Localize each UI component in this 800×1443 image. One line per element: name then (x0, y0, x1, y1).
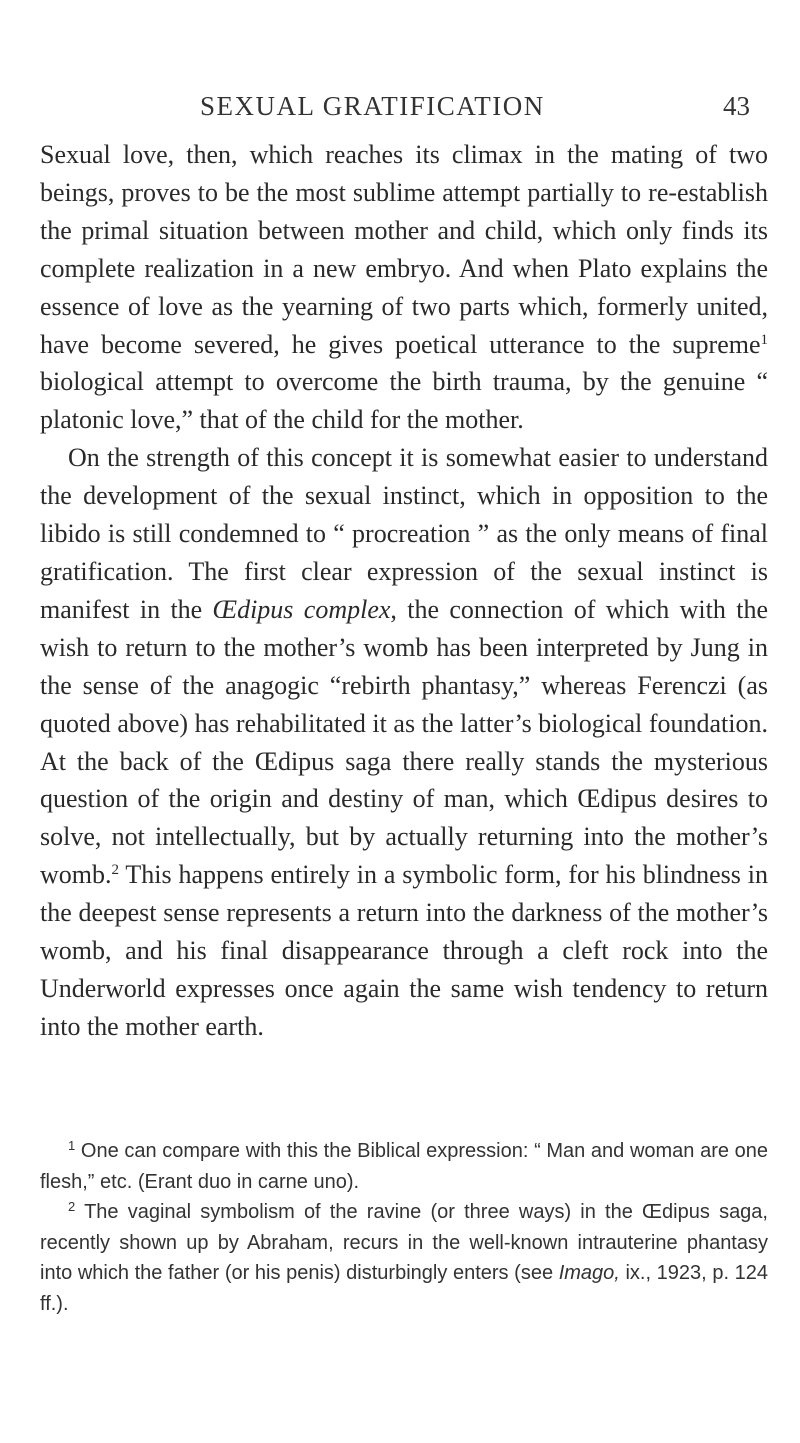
paragraph-2-text-b: , the connection of which with the wish to return to the mother’s womb has been interpreted by Jung in the sense of the anagogic “rebirth phantasy,” whereas Ferenczi (as quoted above) has rehabilitated it as the latter’s biological foundation. At the back of the Œdipus saga there really stands the mysterious question of the origin and destiny of man, which Œdipus desires to solve, not intellectually, but by actually returning into the mother’s womb. (40, 594, 768, 890)
paragraph-2-text-c: This happens entirely in a symbolic form, for his blindness in the deepest sense represents a return into the darkness of the mother’s womb, and his final disappearance through a cleft rock into the Underworld expresses once again the same wish tendency to return into the mother earth. (40, 860, 768, 1041)
paragraph-1-text-b: biological attempt to overcome the birth trauma, by the genuine “ platonic love,” that of the child for the mother. (40, 367, 768, 435)
footnote-2-text-a: The vaginal symbolism of the ravine (or three ways) in the Œdipus saga, recently shown up by Abraham, recurs in the well-known intrauterine phantasy into which the father (or his penis) disturbingly enters (see (40, 1201, 768, 1284)
footnote-ref-2: 2 (111, 862, 119, 879)
body-text (40, 136, 768, 1046)
running-title: SEXUAL GRATIFICATION (200, 91, 545, 121)
paragraph-2-italic: Œdipus complex (212, 594, 391, 624)
paragraph-2 (40, 439, 768, 1046)
footnote-2 (40, 1197, 768, 1319)
page-number: 43 (723, 91, 750, 121)
footnote-1 (40, 1136, 768, 1197)
paragraph-1-text-a: Sexual love, then, which reaches its climax in the mating of two beings, proves to be the most sublime attempt partially to re-establish the primal situation between mother and child, which only finds its complete realization in a new embryo. And when Plato explains the essence of love as the yearning of two parts which, formerly united, have become severed, he gives poetical utterance to the supreme (40, 140, 768, 359)
footnote-ref-1: 1 (760, 331, 768, 348)
footnote-2-text-b: ix., 1923, p. 124 ff.). (40, 1262, 768, 1315)
footnote-1-text: One can compare with this the Biblical expression: “ Man and woman are one flesh,” etc. (Erant duo in carne uno). (40, 1140, 768, 1193)
footnote-1-marker: 1 (68, 1138, 76, 1153)
footnote-2-italic: Imago, (558, 1262, 620, 1284)
paragraph-1 (40, 136, 768, 439)
running-head (0, 86, 800, 126)
footnotes (40, 1136, 768, 1319)
paragraph-2-text-a: On the strength of this concept it is somewhat easier to understand the development of the sexual instinct, which in opposition to the libido is still condemned to “ procreation ” as the only means of final gratification. The first clear expression of the sexual instinct is manifest in the (40, 443, 768, 624)
footnote-2-marker: 2 (68, 1199, 76, 1214)
